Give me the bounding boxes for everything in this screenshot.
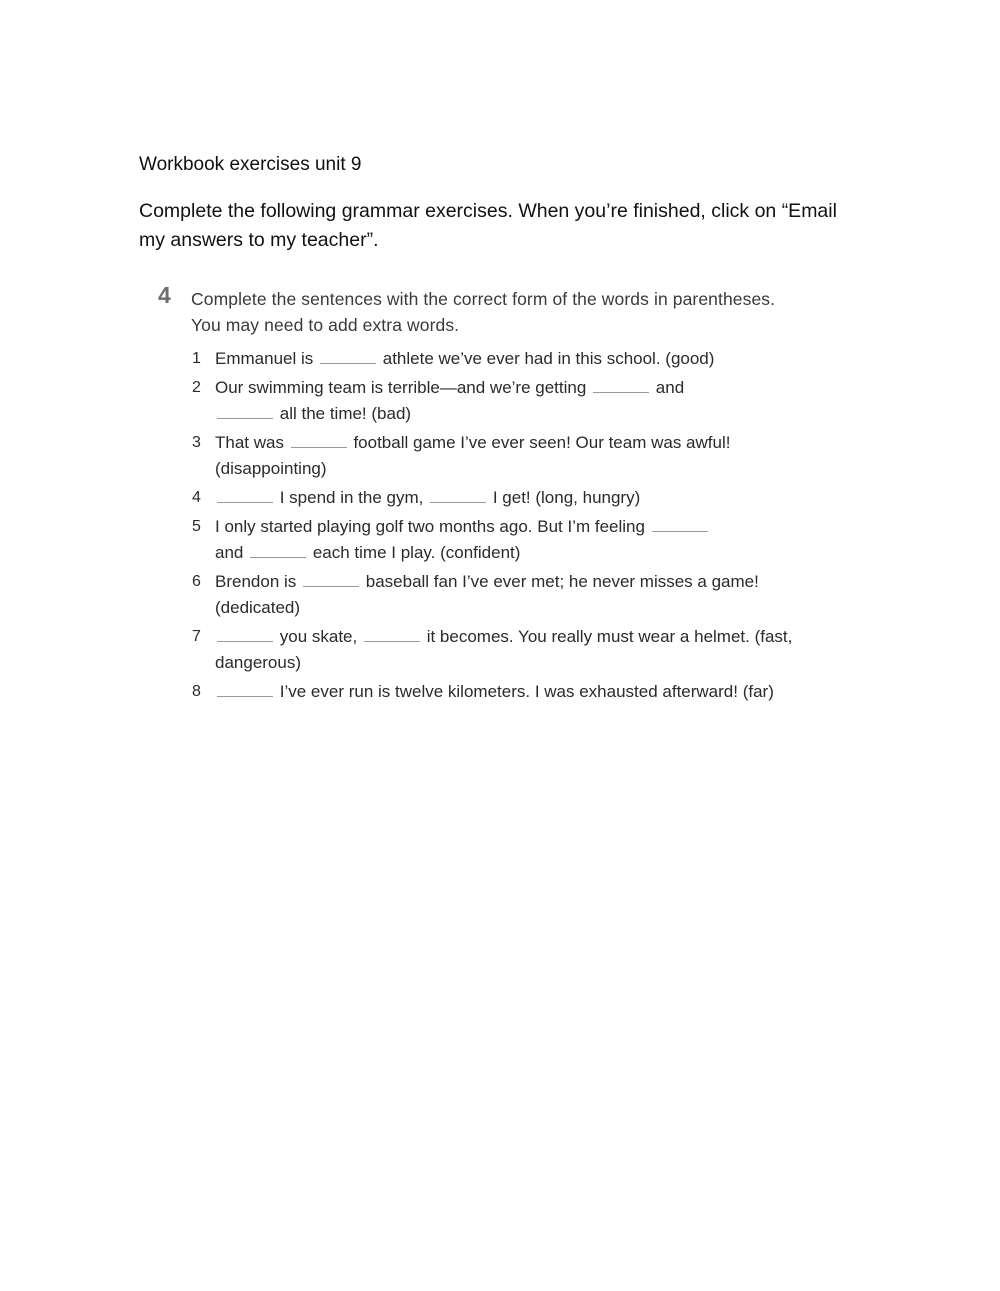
item-number: 3 [192, 434, 201, 451]
item-text: you skate, [279, 627, 358, 646]
answer-blank[interactable] [217, 485, 273, 503]
answer-blank[interactable] [303, 569, 359, 587]
answer-blank[interactable] [217, 679, 273, 697]
sentence-item-6 [158, 569, 798, 621]
exercise-number: 4 [158, 282, 171, 308]
answer-blank[interactable] [291, 430, 347, 448]
exercise-block [158, 282, 798, 708]
item-text: baseball fan I’ve ever met; he never misses a game! (dedicated) [215, 572, 759, 617]
item-text: I spend in the gym, [279, 488, 424, 507]
item-number: 4 [192, 489, 201, 506]
exercise-heading [158, 282, 798, 338]
item-number: 6 [192, 573, 201, 590]
item-text: it becomes. You really must wear a helmet. (fast, dangerous) [215, 627, 793, 672]
item-text: Emmanuel is [215, 349, 314, 368]
item-text: football game I’ve ever seen! Our team was awful! (disappointing) [215, 433, 731, 478]
item-text: and [215, 543, 244, 562]
sentence-item-2 [158, 375, 798, 427]
sentence-item-5 [158, 514, 798, 566]
item-text: all the time! (bad) [279, 404, 412, 423]
item-text: Brendon is [215, 572, 297, 591]
exercise-instruction: Complete the sentences with the correct form of the words in parentheses. You may need to add extra words. [191, 289, 776, 335]
sentence-item-8 [158, 679, 798, 705]
sentence-item-1 [158, 346, 798, 372]
item-number: 7 [192, 628, 201, 645]
item-text: I only started playing golf two months ago. But I’m feeling [215, 517, 645, 536]
item-text: and [655, 378, 685, 397]
item-number: 8 [192, 683, 201, 700]
sentence-item-4 [158, 485, 798, 511]
item-text: each time I play. (confident) [312, 543, 521, 562]
sentence-list [158, 346, 798, 705]
document-title: Workbook exercises unit 9 [139, 154, 362, 175]
answer-blank[interactable] [430, 485, 486, 503]
item-text: I’ve ever run is twelve kilometers. I was exhausted afterward! (far) [279, 682, 774, 701]
item-text: That was [215, 433, 284, 452]
answer-blank[interactable] [652, 514, 708, 532]
item-text: Our swimming team is terrible—and we’re getting [215, 378, 587, 397]
sentence-item-3 [158, 430, 798, 482]
instructions-text: Complete the following grammar exercises. When you’re finished, click on “Email my answers to my teacher”. [139, 200, 837, 251]
item-number: 2 [192, 379, 201, 396]
answer-blank[interactable] [250, 540, 306, 558]
answer-blank[interactable] [593, 375, 649, 393]
item-number: 5 [192, 518, 201, 535]
answer-blank[interactable] [217, 624, 273, 642]
answer-blank[interactable] [320, 346, 376, 364]
item-number: 1 [192, 350, 201, 367]
item-text: I get! (long, hungry) [492, 488, 641, 507]
item-text: athlete we’ve ever had in this school. (good) [382, 349, 715, 368]
sentence-item-7 [158, 624, 798, 676]
answer-blank[interactable] [364, 624, 420, 642]
answer-blank[interactable] [217, 401, 273, 419]
